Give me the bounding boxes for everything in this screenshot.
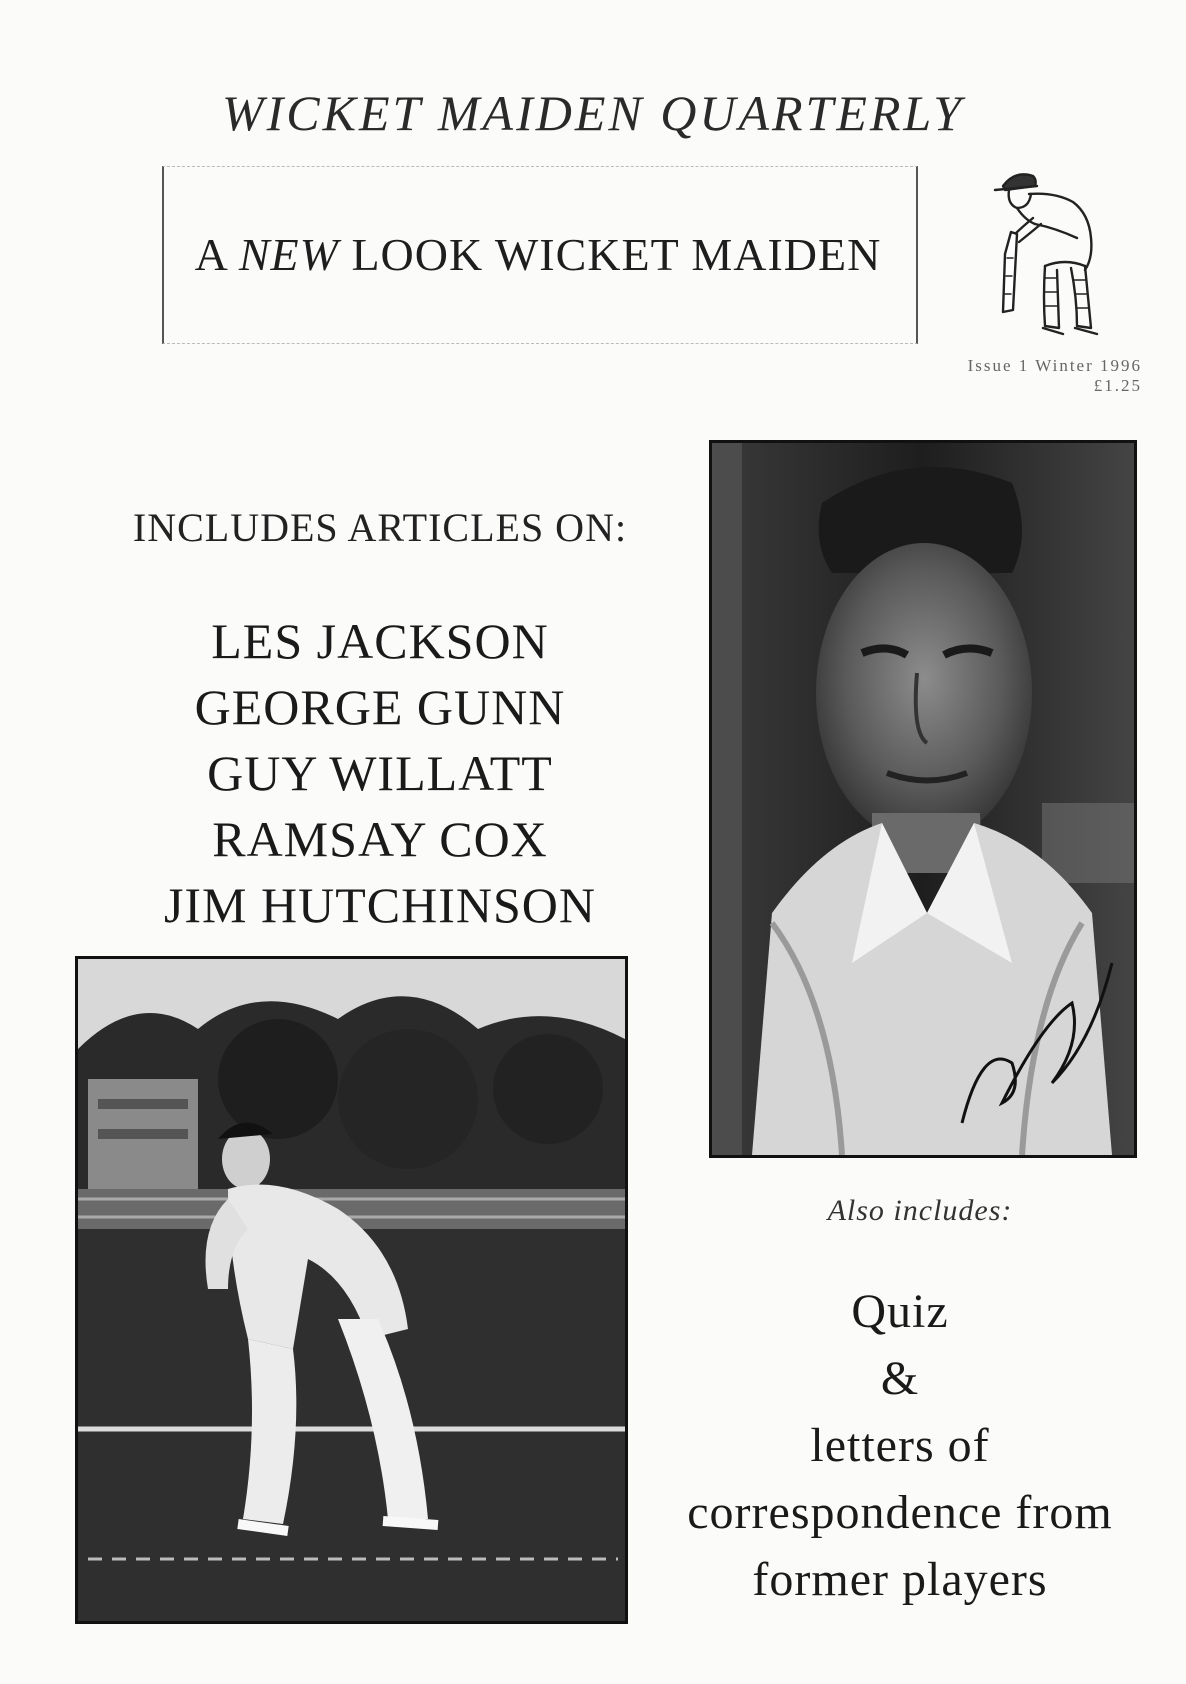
article-item: JIM HUTCHINSON — [163, 877, 597, 933]
extras-item: former players — [752, 1553, 1048, 1606]
masthead-title: WICKET MAIDEN QUARTERLY — [221, 85, 965, 141]
also-includes-label: Also includes: — [827, 1194, 1013, 1227]
article-item: GUY WILLATT — [207, 745, 553, 801]
cover-price: £1.25 — [1093, 376, 1142, 395]
article-item: LES JACKSON — [211, 613, 549, 669]
batsman-logo-icon — [985, 158, 1115, 348]
includes-heading: INCLUDES ARTICLES ON: — [132, 505, 628, 550]
bowler-photo — [75, 956, 628, 1624]
issue-line: Issue 1 Winter 1996 — [967, 356, 1142, 375]
extras-item: & — [880, 1352, 920, 1405]
extras-list — [630, 1278, 1170, 1613]
portrait-photo — [709, 440, 1137, 1158]
headline — [162, 228, 914, 281]
article-list — [60, 608, 700, 938]
extras-item: Quiz — [851, 1285, 949, 1338]
extras-item: letters of — [810, 1419, 990, 1472]
article-item: GEORGE GUNN — [194, 679, 566, 735]
headline-prefix: A — [194, 229, 239, 280]
headline-suffix: LOOK WICKET MAIDEN — [338, 229, 882, 280]
article-item: RAMSAY COX — [212, 811, 548, 867]
extras-item: correspondence from — [687, 1486, 1113, 1539]
headline-emphasis: NEW — [238, 229, 339, 280]
